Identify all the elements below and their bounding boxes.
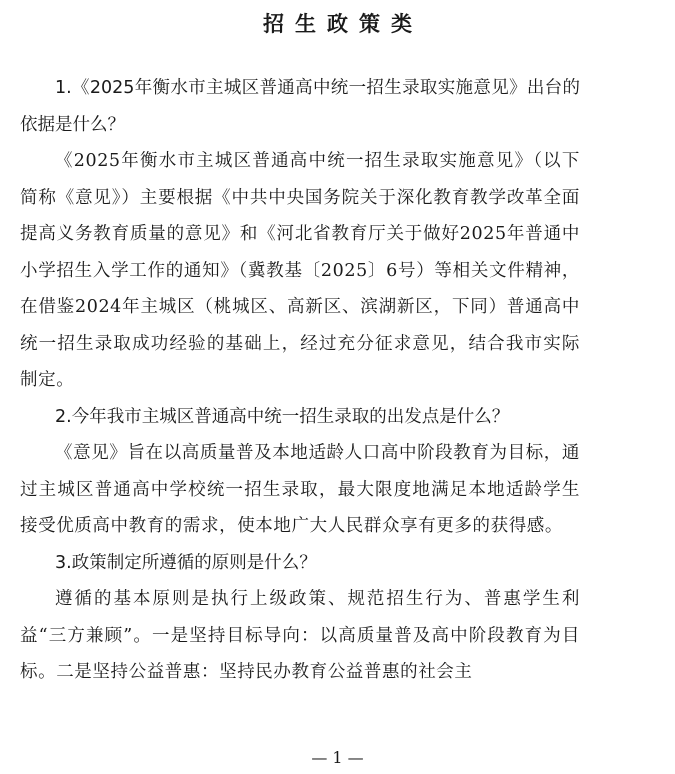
answer-3: 遵循的基本原则是执行上级政策、规范招生行为、普惠学生利益“三方兼顾”。一是坚持目标导向：以高质量普及高中阶段教育为目标。二是坚持公益普惠：坚持民办教育公益普惠的社会主: [20, 589, 580, 682]
answer-1: 《2025年衡水市主城区普通高中统一招生录取实施意见》（以下简称《意见》）主要根据《中共中央国务院关于深化教育教学改革全面提高义务教育质量的意见》和《河北省教育厅关于做好2025年普通中小学招生入学工作的通知》（冀教基〔2025〕6号）等相关文件精神，在借鉴2024年主城区（桃城区、高新区、滨湖新区，下同）普通高中统一招生录取成功经验的基础上，经过充分征求意见，结合我市实际制定。: [20, 151, 580, 390]
answer-2: 《意见》旨在以高质量普及本地适龄人口高中阶段教育为目标，通过主城区普通高中学校统一招生录取，最大限度地满足本地适龄学生接受优质高中教育的需求，使本地广大人民群众享有更多的获得感。: [20, 443, 580, 536]
question-2: 2.今年我市主城区普通高中统一招生录取的出发点是什么？: [55, 406, 510, 427]
document-body: [20, 70, 580, 691]
page-number: — 1 —: [311, 748, 364, 767]
question-3: 3.政策制定所遵循的原则是什么？: [55, 552, 317, 573]
question-1: 1.《2025年衡水市主城区普通高中统一招生录取实施意见》出台的依据是什么？: [20, 78, 580, 135]
page-title: 招生政策类: [263, 12, 423, 36]
